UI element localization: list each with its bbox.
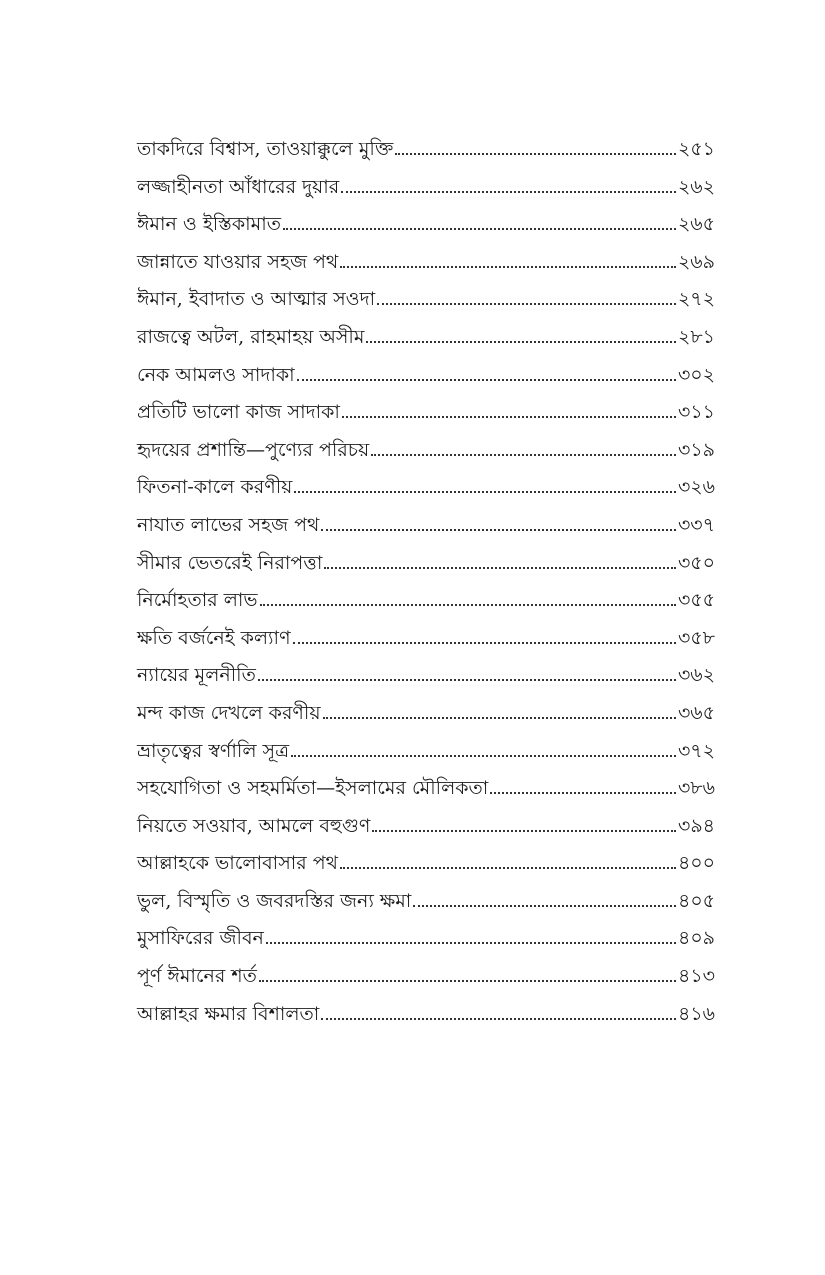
toc-entry [137,169,715,207]
toc-entry [137,357,715,395]
toc-entry-page-number: ২৬২ [677,175,715,198]
toc-entry-page-number: ৩২৬ [677,476,715,499]
toc-entry [137,996,715,1034]
toc-entry-title: ভ্রাতৃত্বের স্বর্ণালি সূত্র [137,739,290,762]
dot-leader [342,416,676,418]
toc-entry-page-number: ৪০৫ [677,889,715,912]
dot-leader [395,153,676,155]
toc-entry-page-number: ৩১৯ [677,438,715,461]
dot-leader [293,642,676,644]
toc-entry-title: নির্মোহতার লাভ [137,589,258,612]
toc-entry-title: আল্লাহর ক্ষমার বিশালতা [137,1002,320,1025]
toc-entry [137,733,715,771]
toc-entry-title: প্রতিটি ভালো কাজ সাদাকা [137,401,340,424]
toc-entry-page-number: ৩৬২ [677,664,715,687]
toc-entry-page-number: ৩৬৫ [677,701,715,724]
dot-leader [260,604,676,606]
toc-entry [137,545,715,583]
toc-entry-title: ফিতনা-কালে করণীয় [137,476,293,499]
toc-entry [137,695,715,733]
dot-leader [372,830,676,832]
toc-entry-title: জান্নাতে যাওয়ার সহজ পথ [137,250,339,273]
toc-entry [137,958,715,996]
toc-entry-title: হৃদয়ের প্রশান্তি—পুণ্যের পরিচয় [137,438,370,461]
dot-leader [323,717,676,719]
dot-leader [297,379,676,381]
toc-entry-title: সহযোগিতা ও সহমর্মিতা—ইসলামের মৌলিকতা [137,777,489,800]
toc-entry-page-number: ৩০২ [677,363,715,386]
toc-entry-title: মন্দ কাজ দেখলে করণীয় [137,701,321,724]
toc-entry-page-number: ২৮১ [677,325,715,348]
toc-entry-title: ন্যায়ের মূলনীতি [137,664,256,687]
toc-entry-page-number: ৪০৯ [677,927,715,950]
table-of-contents [137,131,715,1033]
toc-entry-title: ঈমান ও ইস্তিকামাত [137,213,281,236]
dot-leader [413,905,676,907]
toc-entry-page-number: ৩৫০ [677,551,715,574]
toc-entry [137,770,715,808]
toc-entry-page-number: ৩৯৪ [677,814,715,837]
toc-entry [137,131,715,169]
dot-leader [366,341,676,343]
toc-entry-title: ভুল, বিস্মৃতি ও জবরদস্তির জন্য ক্ষমা [137,889,412,912]
toc-entry [137,620,715,658]
toc-entry-page-number: ২৭২ [677,288,715,311]
toc-entry [137,582,715,620]
dot-leader [259,980,676,982]
toc-entry-page-number: ৪০০ [677,852,715,875]
toc-entry-title: নেক আমলও সাদাকা [137,363,295,386]
toc-entry [137,394,715,432]
dot-leader [258,679,676,681]
toc-entry-title: তাকদিরে বিশ্বাস, তাওয়াক্কুলে মুক্তি [137,138,394,160]
dot-leader [371,454,676,456]
toc-entry-page-number: ৩১১ [677,401,715,424]
toc-entry-title: ক্ষতি বর্জনেই কল্যাণ [137,626,291,649]
dot-leader [324,567,676,569]
toc-entry [137,432,715,470]
toc-entry-page-number: ৩৭২ [677,739,715,762]
dot-leader [321,529,676,531]
toc-entry-page-number: ৪১৩ [677,965,715,988]
toc-entry-title: ঈমান, ইবাদাত ও আত্মার সওদা [137,288,376,311]
toc-entry-title: রাজত্বে অটল, রাহমাহয় অসীম [137,325,365,348]
dot-leader [321,1018,676,1020]
toc-entry-title: নিয়তে সওয়াব, আমলে বহুগুণ [137,814,371,837]
toc-entry-page-number: ২৫১ [677,138,715,160]
toc-entry [137,657,715,695]
dot-leader [377,303,676,305]
toc-entry-title: পূর্ণ ঈমানের শর্ত [137,965,257,988]
dot-leader [291,755,676,757]
dot-leader [341,191,676,193]
dot-leader [490,792,676,794]
toc-entry-page-number: ৩৮৬ [677,777,715,800]
toc-entry [137,206,715,244]
toc-entry-title: নাযাত লাভের সহজ পথ [137,513,320,536]
toc-entry-page-number: ৩৩৭ [677,513,715,536]
toc-entry-title: লজ্জাহীনতা আঁধারের দুয়ার [137,175,340,198]
toc-entry [137,507,715,545]
dot-leader [340,867,676,869]
toc-entry-title: আল্লাহকে ভালোবাসার পথ [137,852,338,875]
toc-entry-page-number: ২৬৫ [677,213,715,236]
toc-entry-title: মুসাফিরের জীবন [137,927,264,950]
toc-entry [137,845,715,883]
toc-entry [137,808,715,846]
toc-entry-page-number: ৪১৬ [677,1002,715,1025]
toc-entry [137,920,715,958]
toc-entry [137,281,715,319]
toc-entry [137,469,715,507]
toc-entry [137,244,715,282]
dot-leader [340,266,676,268]
toc-entry [137,319,715,357]
dot-leader [294,491,676,493]
toc-entry [137,883,715,921]
toc-entry-page-number: ৩৫৫ [677,589,715,612]
toc-entry-page-number: ২৬৯ [677,250,715,273]
dot-leader [283,228,676,230]
toc-entry-page-number: ৩৫৮ [677,626,715,649]
toc-entry-title: সীমার ভেতরেই নিরাপত্তা [137,551,323,574]
dot-leader [266,942,676,944]
